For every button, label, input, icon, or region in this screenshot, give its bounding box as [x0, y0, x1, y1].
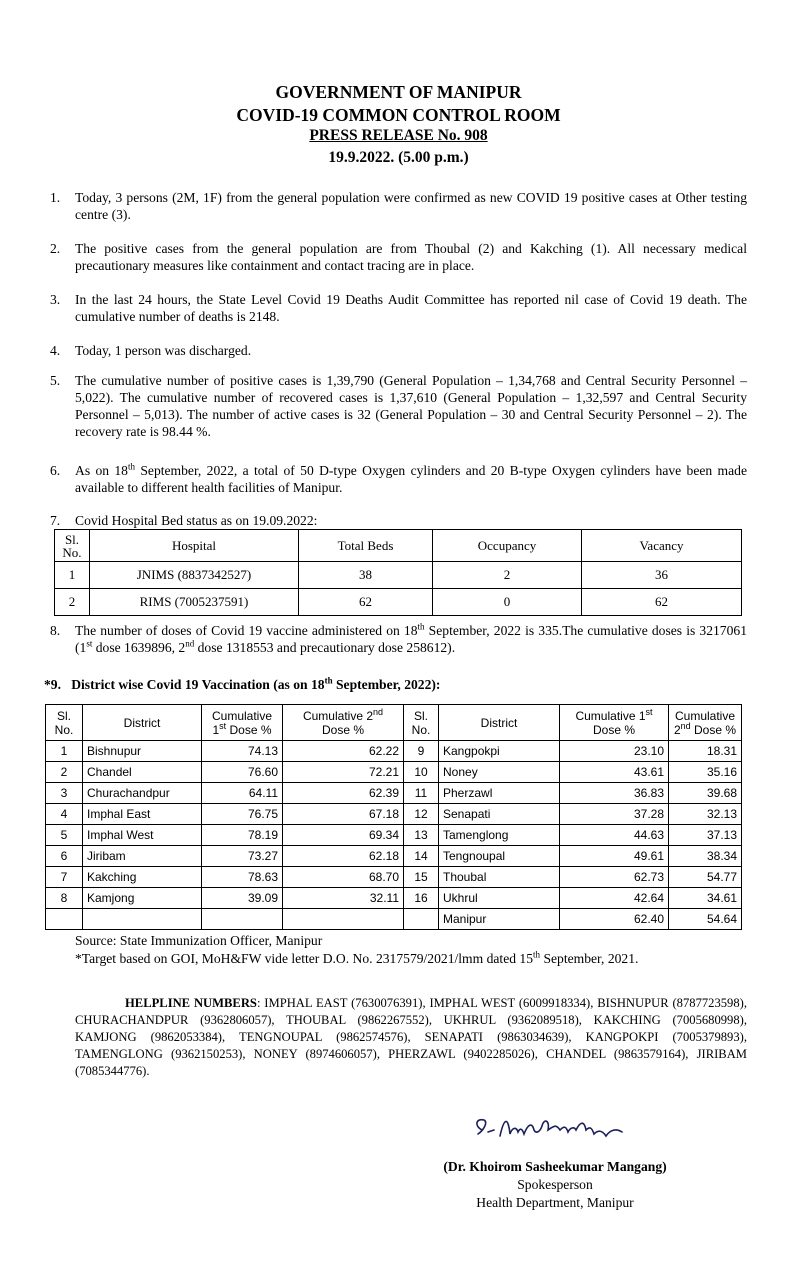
list-item: 7. Covid Hospital Bed status as on 19.09.2022: [50, 513, 318, 528]
table-cell: 16 [404, 888, 439, 909]
table-cell [202, 909, 283, 930]
table-row [46, 888, 742, 909]
table-cell: 62.18 [283, 846, 404, 867]
press-release-number: PRESS RELEASE No. 908 [309, 127, 488, 144]
table-cell: 9 [404, 741, 439, 762]
bed-status-table [54, 529, 742, 616]
table-cell: Churachandpur [83, 783, 202, 804]
table-cell: Tengnoupal [439, 846, 560, 867]
source-note: Source: State Immunization Officer, Manipur [75, 933, 323, 948]
table-cell: 11 [404, 783, 439, 804]
table-cell: 54.64 [669, 909, 742, 930]
vac-header-dose2: Cumulative 2nd Dose % [283, 705, 404, 741]
table-cell: 73.27 [202, 846, 283, 867]
vac-header-sl-2: Sl. No. [404, 705, 439, 741]
table-cell: 32.13 [669, 804, 742, 825]
table-cell: Ukhrul [439, 888, 560, 909]
table-cell: 78.63 [202, 867, 283, 888]
list-item: 2. The positive cases from the general population are from Thoubal (2) and Kakching (1). All necessary medical precautionary measures like containment and contact tracing are in place. [50, 241, 747, 273]
list-item: 6. As on 18th September, 2022, a total of 50 D-type Oxygen cylinders and 20 B-type Oxygen cylinders have been made available to different health facilities of Manipur. [50, 461, 747, 495]
table-cell: 34.61 [669, 888, 742, 909]
table-cell: 69.34 [283, 825, 404, 846]
table-cell: 62.22 [283, 741, 404, 762]
table-cell [283, 909, 404, 930]
table-row [46, 762, 742, 783]
control-room-title: COVID-19 COMMON CONTROL ROOM [236, 105, 561, 125]
vaccination-section-title: *9. District wise Covid 19 Vaccination (as on 18th September, 2022): [44, 675, 441, 692]
table-row: 2 RIMS (7005237591) 62 0 62 [55, 589, 742, 616]
table-cell: 76.75 [202, 804, 283, 825]
vac-header-dose2-2: Cumulative 2nd Dose % [669, 705, 742, 741]
table-cell: 78.19 [202, 825, 283, 846]
table-row [46, 741, 742, 762]
table-cell: 67.18 [283, 804, 404, 825]
release-datetime: 19.9.2022. (5.00 p.m.) [328, 149, 469, 166]
table-cell: 5 [46, 825, 83, 846]
table-cell: 64.11 [202, 783, 283, 804]
table-cell: Tamenglong [439, 825, 560, 846]
table-cell: 76.60 [202, 762, 283, 783]
list-item: 8. The number of doses of Covid 19 vaccine administered on 18th September, 2022 is 335.The cumulative doses is 3217061 (1st dose 1639896, 2nd dose 1318553 and precautionary dose 258612). [50, 621, 747, 655]
table-cell: Pherzawl [439, 783, 560, 804]
table-row: 1 JNIMS (8837342527) 38 2 36 [55, 562, 742, 589]
vac-header-district: District [83, 705, 202, 741]
table-cell: 1 [46, 741, 83, 762]
table-row [46, 783, 742, 804]
vac-header-district-2: District [439, 705, 560, 741]
table-cell: 2 [46, 762, 83, 783]
list-item: 4. Today, 1 person was discharged. [50, 343, 252, 358]
signature-image [470, 1108, 640, 1148]
list-item: 5. The cumulative number of positive cases is 1,39,790 (General Population – 1,34,768 and Central Security Personnel – 5,022). The cumulative number of recovered cases is 1,37,610 (General Population – 1,32,597 and Central Security Personnel – 5,013). The number of active cases is 32 (General Population – 30 and Central Security Personnel – 2). The recovery rate is 98.44 %. [50, 373, 747, 439]
table-cell: 35.16 [669, 762, 742, 783]
table-cell: 4 [46, 804, 83, 825]
table-cell: 10 [404, 762, 439, 783]
table-cell: 44.63 [560, 825, 669, 846]
table-cell: 62.73 [560, 867, 669, 888]
table-cell: 7 [46, 867, 83, 888]
table-cell: Kangpokpi [439, 741, 560, 762]
govt-title: GOVERNMENT OF MANIPUR [275, 82, 522, 102]
table-cell: 32.11 [283, 888, 404, 909]
table-cell: 23.10 [560, 741, 669, 762]
table-row [46, 909, 742, 930]
table-cell: 37.13 [669, 825, 742, 846]
table-row [46, 867, 742, 888]
vac-header-sl: Sl. No. [46, 705, 83, 741]
table-cell: 15 [404, 867, 439, 888]
table-cell: 37.28 [560, 804, 669, 825]
table-cell: Kamjong [83, 888, 202, 909]
table-cell: 74.13 [202, 741, 283, 762]
bed-header-vacancy: Vacancy [582, 530, 742, 562]
table-cell: 72.21 [283, 762, 404, 783]
table-cell: 43.61 [560, 762, 669, 783]
list-item: 1. Today, 3 persons (2M, 1F) from the general population were confirmed as new COVID 19 positive cases at Other testing centre (3). [50, 190, 747, 222]
bed-header-total: Total Beds [299, 530, 433, 562]
helpline-numbers: HELPLINE NUMBERS: IMPHAL EAST (7630076391), IMPHAL WEST (6009918334), BISHNUPUR (8787723598), CHURACHANDPUR (9362806057), THOUBAL (9862267552), UKHRUL (9362089518), KAKCHING (7005680998), KAMJONG (9862053384), TENGNOUPAL (9862574576), SENAPATI (9863034639), KANGPOKPI (7005379893), TAMENGLONG (9362150253), NONEY (8974606057), PHERZAWL (9402285026), CHANDEL (9863579164), JIRIBAM (7085344776). [75, 996, 747, 1078]
table-cell: Manipur [439, 909, 560, 930]
table-cell: 38.34 [669, 846, 742, 867]
table-cell: Chandel [83, 762, 202, 783]
table-cell: 14 [404, 846, 439, 867]
table-row [46, 804, 742, 825]
table-cell: Jiribam [83, 846, 202, 867]
table-cell: Kakching [83, 867, 202, 888]
table-row [46, 825, 742, 846]
table-cell: 18.31 [669, 741, 742, 762]
table-cell: 36.83 [560, 783, 669, 804]
table-cell: Thoubal [439, 867, 560, 888]
table-cell [404, 909, 439, 930]
table-cell: 62.39 [283, 783, 404, 804]
table-cell: Bishnupur [83, 741, 202, 762]
table-cell: 6 [46, 846, 83, 867]
vaccination-table [45, 704, 742, 930]
bed-header-hospital: Hospital [90, 530, 299, 562]
table-cell: 8 [46, 888, 83, 909]
table-cell: Noney [439, 762, 560, 783]
table-cell: 68.70 [283, 867, 404, 888]
table-cell: Imphal East [83, 804, 202, 825]
table-cell: 49.61 [560, 846, 669, 867]
signatory-name: (Dr. Khoirom Sasheekumar Mangang) [443, 1159, 667, 1174]
table-cell: 42.64 [560, 888, 669, 909]
table-cell: 39.68 [669, 783, 742, 804]
vac-header-dose1-2: Cumulative 1st Dose % [560, 705, 669, 741]
signatory-department: Health Department, Manipur [476, 1195, 634, 1210]
table-cell: Senapati [439, 804, 560, 825]
table-cell: 54.77 [669, 867, 742, 888]
table-cell [83, 909, 202, 930]
signatory-designation: Spokesperson [517, 1177, 593, 1192]
bed-header-occupancy: Occupancy [433, 530, 582, 562]
table-cell: 39.09 [202, 888, 283, 909]
table-cell: 3 [46, 783, 83, 804]
table-row [46, 846, 742, 867]
vac-header-dose1: Cumulative 1st Dose % [202, 705, 283, 741]
table-cell [46, 909, 83, 930]
table-cell: 62.40 [560, 909, 669, 930]
table-cell: 13 [404, 825, 439, 846]
table-cell: 12 [404, 804, 439, 825]
list-item: 3. In the last 24 hours, the State Level Covid 19 Deaths Audit Committee has reported nil case of Covid 19 death. The cumulative number of deaths is 2148. [50, 292, 747, 324]
bed-header-sl: Sl. No. [55, 530, 90, 562]
target-note: *Target based on GOI, MoH&FW vide letter D.O. No. 2317579/2021/lmm dated 15th September, 2021. [75, 949, 639, 966]
table-cell: Imphal West [83, 825, 202, 846]
